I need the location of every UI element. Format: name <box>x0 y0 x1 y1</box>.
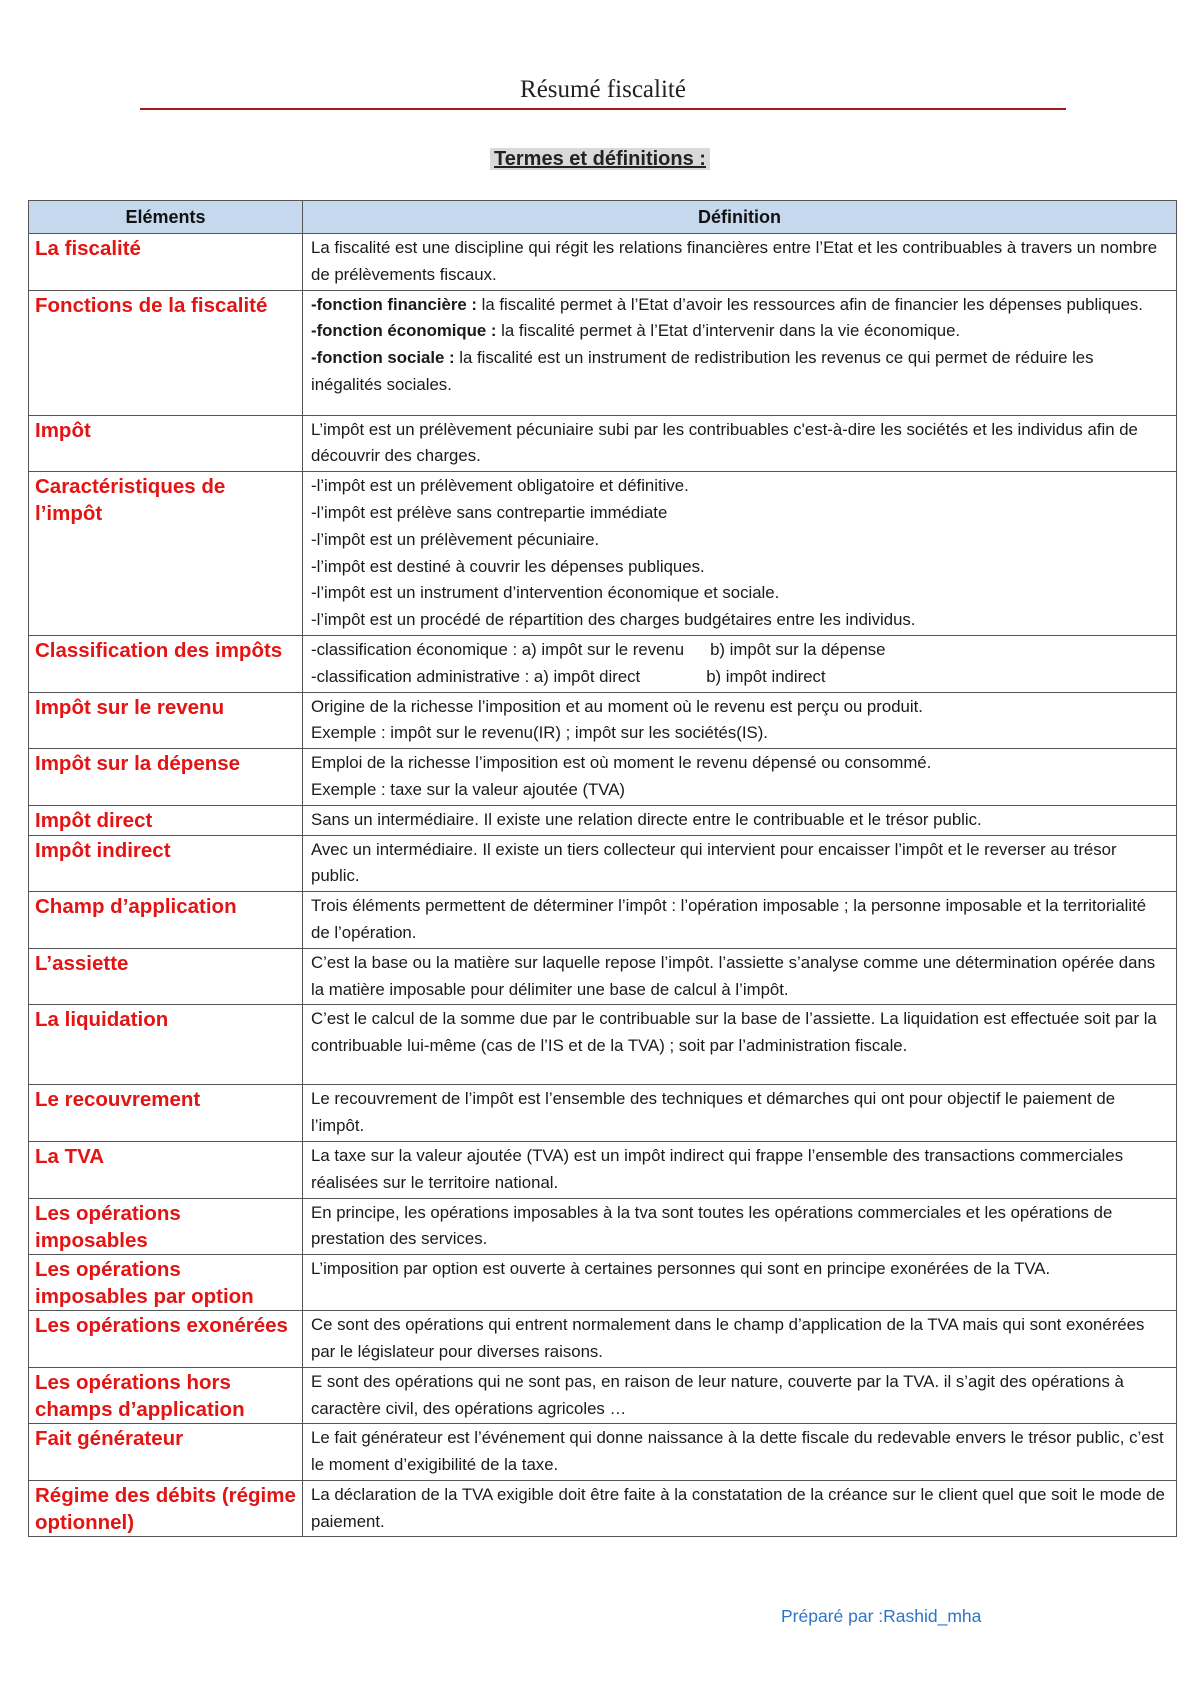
list-item: -l’impôt est un instrument d’intervention économique et sociale. <box>311 583 780 603</box>
table-row <box>29 749 1177 806</box>
term-cell: Classification des impôts <box>29 635 303 692</box>
table-row <box>29 892 1177 949</box>
definition-cell <box>303 472 1177 636</box>
function-line <box>311 318 1168 345</box>
term-cell: Caractéristiques de l’impôt <box>29 472 303 636</box>
classification-b: b) impôt indirect <box>706 666 826 686</box>
table-header-row <box>29 201 1177 234</box>
definition-cell: La fiscalité est une discipline qui régit les relations financières entre l’Etat et les contribuables à travers un nombre de prélèvements fiscaux. <box>303 234 1177 291</box>
function-line <box>311 345 1168 399</box>
footer-author: Préparé par :Rashid_mha <box>781 1606 982 1626</box>
definition-line: Origine de la richesse l’imposition et au moment où le revenu est perçu ou produit. <box>311 696 923 716</box>
list-item: -l’impôt est destiné à couvrir les dépenses publiques. <box>311 556 705 576</box>
term-cell: Les opérations exonérées <box>29 1311 303 1368</box>
table-row <box>29 1198 1177 1255</box>
table-row <box>29 415 1177 472</box>
table-row <box>29 234 1177 291</box>
term-cell: Impôt direct <box>29 805 303 835</box>
table-row <box>29 635 1177 692</box>
definitions-table <box>28 200 1177 1537</box>
classification-line <box>311 637 1168 664</box>
classification-b: b) impôt sur la dépense <box>710 639 886 659</box>
table-row <box>29 1367 1177 1424</box>
term-cell: Fait générateur <box>29 1424 303 1481</box>
function-label: -fonction économique : <box>311 321 497 341</box>
table-row <box>29 1005 1177 1085</box>
term-cell: Les opérations imposables <box>29 1198 303 1255</box>
definition-cell: La déclaration de la TVA exigible doit être faite à la constatation de la créance sur le client quel que soit le mode de paiement. <box>303 1480 1177 1537</box>
definition-cell: E sont des opérations qui ne sont pas, en raison de leur nature, couverte par la TVA. il s’agit des opérations à caractère civil, des opérations agricoles … <box>303 1367 1177 1424</box>
term-cell: L’assiette <box>29 948 303 1005</box>
term-cell: Impôt sur la dépense <box>29 749 303 806</box>
classification-line <box>311 664 1168 691</box>
table-row <box>29 805 1177 835</box>
definition-cell <box>303 290 1177 415</box>
table-row <box>29 1141 1177 1198</box>
function-label: -fonction financière : <box>311 294 477 314</box>
definition-cell: C’est la base ou la matière sur laquelle repose l’impôt. l’assiette s’analyse comme une détermination opérée dans la matière imposable pour délimiter une base de calcul à l’impôt. <box>303 948 1177 1005</box>
list-item: -l’impôt est prélève sans contrepartie immédiate <box>311 502 668 522</box>
definition-cell: Sans un intermédiaire. Il existe une relation directe entre le contribuable et le trésor public. <box>303 805 1177 835</box>
function-text: la fiscalité est un instrument de redistribution les revenus ce qui permet de réduire les inégalités sociales. <box>311 348 1094 394</box>
term-cell: Impôt sur le revenu <box>29 692 303 749</box>
term-cell: La fiscalité <box>29 234 303 291</box>
definition-cell: C’est le calcul de la somme due par le contribuable sur la base de l’assiette. La liquidation est effectuée soit par la contribuable lui-même (cas de l’IS et de la TVA) ; soit par l’administration fiscale. <box>303 1005 1177 1085</box>
header-elements: Eléments <box>29 201 303 234</box>
term-cell: Champ d’application <box>29 892 303 949</box>
definition-cell: Le fait générateur est l’événement qui donne naissance à la dette fiscale du redevable envers le trésor public, c’est le moment d’exigibilité de la taxe. <box>303 1424 1177 1481</box>
term-cell: Les opérations imposables par option <box>29 1255 303 1311</box>
term-cell: Les opérations hors champs d’application <box>29 1367 303 1424</box>
function-label: -fonction sociale : <box>311 348 455 368</box>
table-row <box>29 472 1177 636</box>
term-cell: La liquidation <box>29 1005 303 1085</box>
table-row <box>29 290 1177 415</box>
list-item: -l’impôt est un prélèvement pécuniaire. <box>311 529 600 549</box>
definition-cell: L’impôt est un prélèvement pécuniaire subi par les contribuables c'est-à-dire les sociétés et les individus afin de découvrir des charges. <box>303 415 1177 472</box>
example-line: Exemple : impôt sur le revenu(IR) ; impôt sur les sociétés(IS). <box>311 723 768 743</box>
definition-cell: En principe, les opérations imposables à la tva sont toutes les opérations commerciales et les opérations de prestation des services. <box>303 1198 1177 1255</box>
example-line: Exemple : taxe sur la valeur ajoutée (TVA) <box>311 779 626 799</box>
table-row <box>29 692 1177 749</box>
table-row <box>29 1480 1177 1537</box>
classification-label: -classification administrative : a) impôt direct <box>311 666 641 686</box>
header-definition: Définition <box>303 201 1177 234</box>
definition-cell: Ce sont des opérations qui entrent normalement dans le champ d’application de la TVA mais qui sont exonérées par le législateur pour diverses raisons. <box>303 1311 1177 1368</box>
term-cell: Régime des débits (régime optionnel) <box>29 1480 303 1537</box>
title-rule <box>140 72 1066 110</box>
section-heading: Termes et définitions : <box>490 148 710 170</box>
table-row <box>29 1255 1177 1311</box>
definition-cell: L’imposition par option est ouverte à certaines personnes qui sont en principe exonérées de la TVA. <box>303 1255 1177 1311</box>
function-text: la fiscalité permet à l’Etat d’avoir les ressources afin de financier les dépenses publiques. <box>476 294 1143 314</box>
definition-cell: Le recouvrement de l’impôt est l’ensemble des techniques et démarches qui ont pour objectif le paiement de l’impôt. <box>303 1085 1177 1142</box>
definition-line: Emploi de la richesse l’imposition est où moment le revenu dépensé ou consommé. <box>311 753 932 773</box>
definition-cell: Avec un intermédiaire. Il existe un tiers collecteur qui intervient pour encaisser l’impôt et le reverser au trésor public. <box>303 835 1177 892</box>
term-cell: Impôt <box>29 415 303 472</box>
definition-cell <box>303 635 1177 692</box>
subtitle-block <box>0 148 1200 171</box>
function-text: la fiscalité permet à l’Etat d’intervenir dans la vie économique. <box>496 321 961 341</box>
table-row <box>29 835 1177 892</box>
term-cell: Le recouvrement <box>29 1085 303 1142</box>
definition-cell: Trois éléments permettent de déterminer l’impôt : l’opération imposable ; la personne imposable et la territorialité de l’opération. <box>303 892 1177 949</box>
definition-cell <box>303 692 1177 749</box>
table-row <box>29 1424 1177 1481</box>
function-line <box>311 292 1168 319</box>
list-item: -l’impôt est un prélèvement obligatoire et définitive. <box>311 476 689 496</box>
table-row <box>29 948 1177 1005</box>
definition-cell <box>303 749 1177 806</box>
page-title: Résumé fiscalité <box>520 76 686 103</box>
list-item: -l’impôt est un procédé de répartition des charges budgétaires entre les individus. <box>311 610 916 630</box>
term-cell: La TVA <box>29 1141 303 1198</box>
term-cell: Impôt indirect <box>29 835 303 892</box>
table-row <box>29 1085 1177 1142</box>
term-cell: Fonctions de la fiscalité <box>29 290 303 415</box>
table-row <box>29 1311 1177 1368</box>
definition-cell: La taxe sur la valeur ajoutée (TVA) est un impôt indirect qui frappe l’ensemble des transactions commerciales réalisées sur le territoire national. <box>303 1141 1177 1198</box>
classification-label: -classification économique : a) impôt sur le revenu <box>311 639 685 659</box>
